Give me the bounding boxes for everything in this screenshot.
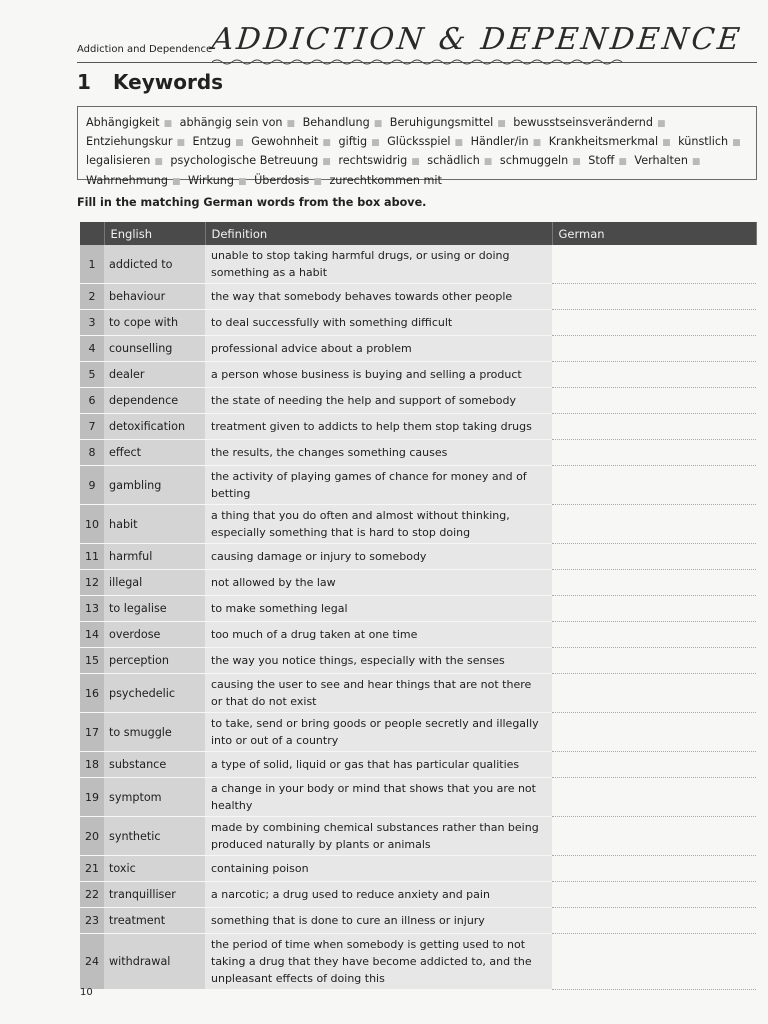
english-term: tranquilliser [104, 882, 205, 908]
german-answer-blank[interactable] [552, 245, 756, 284]
german-answer-blank[interactable] [552, 310, 756, 336]
row-number: 20 [80, 817, 104, 856]
german-answer-blank[interactable] [552, 713, 756, 752]
german-answer-blank[interactable] [552, 908, 756, 934]
german-answer-blank[interactable] [552, 570, 756, 596]
definition: unable to stop taking harmful drugs, or using or doing something as a habit [205, 245, 552, 284]
keyword: zurechtkommen mit [329, 173, 442, 187]
definition: made by combining chemical substances rather than being produced naturally by plants or animals [205, 817, 552, 856]
keyword: Entzug [192, 135, 232, 149]
table-body [80, 245, 756, 990]
section-number: 1 [77, 70, 91, 94]
table-row [80, 310, 756, 336]
header-number [80, 222, 104, 245]
english-term: counselling [104, 336, 205, 362]
running-head: Addiction and Dependence [77, 44, 213, 55]
keyword: Abhängigkeit [86, 116, 160, 129]
row-number: 4 [80, 336, 104, 362]
definition: a change in your body or mind that shows that you are not healthy [205, 778, 552, 817]
table-row [80, 414, 756, 440]
table-row [80, 674, 756, 713]
definition: not allowed by the law [205, 570, 552, 596]
keyword: bewusstseinsverändernd [513, 116, 653, 129]
table-row [80, 284, 756, 310]
german-answer-blank[interactable] [552, 544, 756, 570]
keyword-separator: ■ [286, 119, 296, 129]
keyword: Entziehungskur [86, 135, 173, 149]
row-number: 24 [80, 934, 104, 990]
keyword: Beruhigungsmittel [389, 116, 494, 129]
row-number: 13 [80, 596, 104, 622]
keyword: Stoff [588, 154, 615, 168]
keyword-separator: ■ [154, 157, 163, 168]
row-number: 10 [80, 505, 104, 544]
german-answer-blank[interactable] [552, 336, 756, 362]
table-row [80, 336, 756, 362]
keyword-separator: ■ [656, 119, 666, 129]
section-heading [77, 70, 223, 94]
definition: to take, send or bring goods or people secretly and illegally into or out of a country [205, 713, 552, 752]
definition: to deal successfully with something difficult [205, 310, 552, 336]
row-number: 8 [80, 440, 104, 466]
row-number: 16 [80, 674, 104, 713]
german-answer-blank[interactable] [552, 817, 756, 856]
keyword: Behandlung [302, 116, 370, 129]
definition: treatment given to addicts to help them stop taking drugs [205, 414, 552, 440]
german-answer-blank[interactable] [552, 596, 756, 622]
keyword: psychologische Betreuung [170, 154, 319, 168]
row-number: 3 [80, 310, 104, 336]
table-row [80, 908, 756, 934]
table-row [80, 713, 756, 752]
keyword: schädlich [427, 154, 480, 168]
english-term: behaviour [104, 284, 205, 310]
instruction: Fill in the matching German words from the box above. [77, 196, 427, 209]
definition: the way you notice things, especially with the senses [205, 648, 552, 674]
english-term: toxic [104, 856, 205, 882]
keyword-separator: ■ [313, 176, 322, 187]
german-answer-blank[interactable] [552, 856, 756, 882]
english-term: gambling [104, 466, 205, 505]
table-row [80, 544, 756, 570]
row-number: 21 [80, 856, 104, 882]
definition: professional advice about a problem [205, 336, 552, 362]
row-number: 1 [80, 245, 104, 284]
english-term: dealer [104, 362, 205, 388]
keyword: Krankheitsmerkmal [548, 135, 659, 149]
german-answer-blank[interactable] [552, 778, 756, 817]
keyword: künstlich [678, 135, 729, 149]
row-number: 23 [80, 908, 104, 934]
table-row [80, 570, 756, 596]
row-number: 22 [80, 882, 104, 908]
table-row [80, 622, 756, 648]
german-answer-blank[interactable] [552, 362, 756, 388]
german-answer-blank[interactable] [552, 752, 756, 778]
keyword-separator: ■ [322, 138, 331, 149]
keyword: Wahrnehmung [86, 173, 168, 187]
definition: the activity of playing games of chance for money and of betting [205, 466, 552, 505]
english-term: illegal [104, 570, 205, 596]
keyword-box [77, 106, 757, 187]
keyword: Überdosis [254, 173, 310, 187]
table-header-row [80, 222, 756, 245]
row-number: 6 [80, 388, 104, 414]
english-term: addicted to [104, 245, 205, 284]
table-row [80, 388, 756, 414]
row-number: 9 [80, 466, 104, 505]
definition: to make something legal [205, 596, 552, 622]
table-row [80, 882, 756, 908]
table-row [80, 856, 756, 882]
table-row [80, 934, 756, 990]
row-number: 18 [80, 752, 104, 778]
definition: something that is done to cure an illness or injury [205, 908, 552, 934]
english-term: habit [104, 505, 205, 544]
keyword-separator: ■ [371, 138, 380, 149]
keyword-separator: ■ [691, 157, 701, 168]
table-row [80, 752, 756, 778]
row-number: 19 [80, 778, 104, 817]
table-row [80, 817, 756, 856]
keyword-separator: ■ [171, 176, 181, 187]
german-answer-blank[interactable] [552, 388, 756, 414]
keyword-separator: ■ [237, 176, 247, 187]
german-answer-blank[interactable] [552, 934, 756, 990]
keyword: Händler/in [470, 135, 529, 149]
english-term: detoxification [104, 414, 205, 440]
header-definition: Definition [205, 222, 552, 245]
german-answer-blank[interactable] [552, 466, 756, 505]
english-term: symptom [104, 778, 205, 817]
german-answer-blank[interactable] [552, 414, 756, 440]
english-term: overdose [104, 622, 205, 648]
german-answer-blank[interactable] [552, 674, 756, 713]
handwritten-underline [212, 58, 632, 66]
table-row [80, 596, 756, 622]
definition: too much of a drug taken at one time [205, 622, 552, 648]
keyword-separator: ■ [176, 138, 185, 149]
header-german: German [552, 222, 756, 245]
keyword: Glücksspiel [387, 135, 451, 149]
table-row [80, 778, 756, 817]
keyword-separator: ■ [532, 138, 542, 149]
keyword-separator: ■ [454, 138, 464, 149]
keyword-separator: ■ [373, 119, 383, 129]
english-term: harmful [104, 544, 205, 570]
section-title: Keywords [113, 70, 224, 94]
table-row [80, 505, 756, 544]
handwritten-title: ADDICTION & DEPENDENCE [210, 22, 745, 57]
keyword: Wirkung [188, 173, 234, 187]
keyword-separator: ■ [618, 157, 627, 168]
german-answer-blank[interactable] [552, 882, 756, 908]
english-term: synthetic [104, 817, 205, 856]
table-row [80, 648, 756, 674]
header-english: English [104, 222, 205, 245]
english-term: perception [104, 648, 205, 674]
keyword-separator: ■ [497, 119, 506, 129]
keyword: Gewohnheit [251, 135, 319, 149]
definition: causing damage or injury to somebody [205, 544, 552, 570]
english-term: psychedelic [104, 674, 205, 713]
definition: causing the user to see and hear things that are not there or that do not exist [205, 674, 552, 713]
table-row [80, 466, 756, 505]
definition: a person whose business is buying and selling a product [205, 362, 552, 388]
keyword-separator: ■ [235, 138, 244, 149]
definition: a narcotic; a drug used to reduce anxiety and pain [205, 882, 552, 908]
row-number: 15 [80, 648, 104, 674]
english-term: to cope with [104, 310, 205, 336]
english-term: substance [104, 752, 205, 778]
keyword-separator: ■ [322, 157, 331, 168]
keyword: Verhalten [634, 154, 688, 168]
row-number: 7 [80, 414, 104, 440]
definition: a type of solid, liquid or gas that has particular qualities [205, 752, 552, 778]
english-term: to legalise [104, 596, 205, 622]
definition: the period of time when somebody is getting used to not taking a drug that they have become addicted to, and the unpleasant effects of doing this [205, 934, 552, 990]
keyword: abhängig sein von [179, 116, 283, 129]
table-row [80, 245, 756, 284]
keyword-separator: ■ [732, 138, 741, 149]
german-answer-blank[interactable] [552, 284, 756, 310]
page-number: 10 [80, 987, 93, 998]
german-answer-blank[interactable] [552, 622, 756, 648]
table-row [80, 440, 756, 466]
keyword: giftig [338, 135, 368, 149]
keyword-separator: ■ [483, 157, 493, 168]
row-number: 17 [80, 713, 104, 752]
row-number: 12 [80, 570, 104, 596]
keyword-separator: ■ [662, 138, 671, 149]
english-term: effect [104, 440, 205, 466]
row-number: 14 [80, 622, 104, 648]
keyword: schmuggeln [499, 154, 569, 168]
definition: the state of needing the help and support of somebody [205, 388, 552, 414]
german-answer-blank[interactable] [552, 505, 756, 544]
row-number: 5 [80, 362, 104, 388]
definition: the results, the changes something causes [205, 440, 552, 466]
keyword-separator: ■ [163, 119, 173, 129]
german-answer-blank[interactable] [552, 440, 756, 466]
keyword-separator: ■ [572, 157, 581, 168]
english-term: withdrawal [104, 934, 205, 990]
english-term: to smuggle [104, 713, 205, 752]
english-term: dependence [104, 388, 205, 414]
vocabulary-table [80, 222, 757, 990]
definition: containing poison [205, 856, 552, 882]
definition: the way that somebody behaves towards other people [205, 284, 552, 310]
english-term: treatment [104, 908, 205, 934]
keyword: rechtswidrig [338, 154, 408, 168]
definition: a thing that you do often and almost without thinking, especially something that is hard to stop doing [205, 505, 552, 544]
row-number: 11 [80, 544, 104, 570]
row-number: 2 [80, 284, 104, 310]
keyword: legalisieren [86, 154, 151, 168]
keyword-separator: ■ [411, 157, 420, 168]
german-answer-blank[interactable] [552, 648, 756, 674]
table-row [80, 362, 756, 388]
